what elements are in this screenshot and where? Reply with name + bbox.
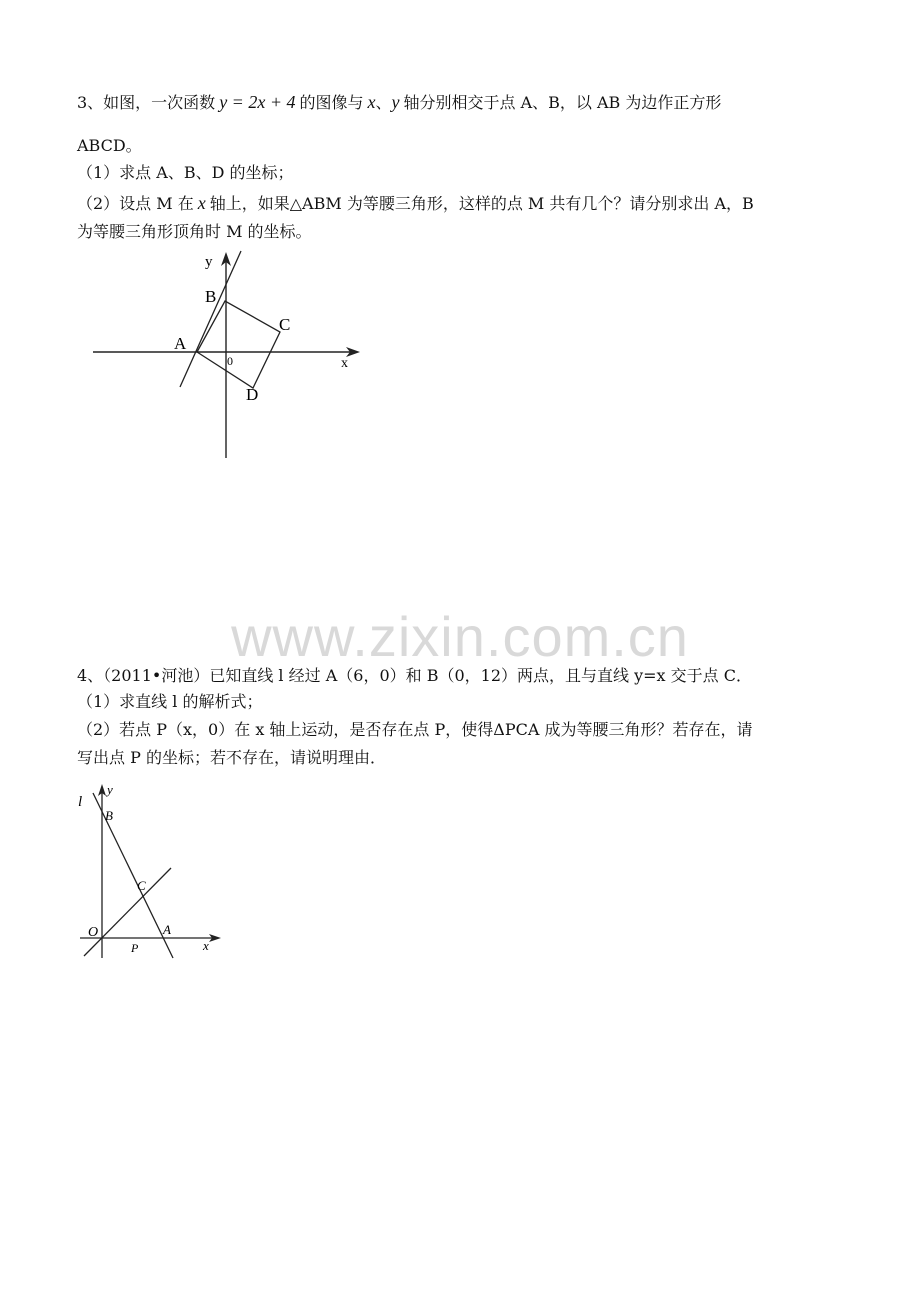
problem3-line1	[77, 92, 721, 113]
problem3-q2-start: （2）设点 M 在	[77, 194, 194, 213]
problem3-equation: y = 2x + 4	[219, 92, 296, 112]
fig4-point-c: C	[137, 878, 146, 893]
fig4-line-y-eq-x	[84, 868, 171, 956]
fig3-point-d: D	[246, 385, 259, 404]
fig3-x-label: x	[341, 356, 348, 371]
fig3-point-a: A	[174, 334, 187, 353]
problem3-q2-var: x	[197, 193, 206, 213]
problem4-question2-line1: （2）若点 P（x，0）在 x 轴上运动，是否存在点 P，使得ΔPCA 成为等腰三角形？若存在，请	[77, 720, 753, 739]
problem4-line1: 4、（2011•河池）已知直线 l 经过 A（6，0）和 B（0，12）两点，且与直线 y=x 交于点 C．	[77, 666, 752, 685]
problem3-line1-end: 轴分别相交于点 A、B，以 AB 为边作正方形	[403, 93, 722, 112]
problem3-question1: （1）求点 A、B、D 的坐标；	[77, 163, 294, 182]
problem3-figure	[88, 248, 388, 463]
problem3-line1-start: 3、如图，一次函数	[77, 93, 216, 112]
problem3-line2: ABCD。	[77, 136, 142, 155]
watermark: www.zixin.com.cn	[231, 605, 689, 668]
problem3-sep: 、	[375, 93, 392, 112]
fig4-line-label: l	[78, 794, 83, 810]
fig4-point-b: B	[105, 808, 113, 823]
fig3-point-c: C	[279, 315, 291, 334]
problem3-var-x: x	[367, 92, 376, 112]
problem3-var-y: y	[391, 92, 400, 112]
problem4-question1: （1）求直线 l 的解析式；	[77, 692, 263, 711]
fig3-origin-label: 0	[227, 354, 233, 368]
fig4-point-p: P	[131, 941, 139, 955]
problem3-q2-end: 轴上，如果△ABM 为等腰三角形，这样的点 M 共有几个？请分别求出 A，B	[209, 194, 754, 213]
fig3-point-b: B	[205, 287, 217, 306]
fig4-y-label: y	[107, 782, 113, 797]
fig4-origin-label: O	[88, 925, 99, 940]
problem4-question2-line2: 写出点 P 的坐标；若不存在，请说明理由．	[77, 748, 386, 767]
fig3-square	[197, 301, 280, 388]
problem3-question2-line2: 为等腰三角形顶角时 M 的坐标。	[77, 222, 312, 241]
fig4-x-label: x	[203, 938, 209, 953]
problem3-line1-mid: 的图像与	[299, 93, 364, 112]
fig4-point-a: A	[163, 922, 171, 937]
problem3-question2	[77, 193, 754, 214]
fig3-y-label: y	[205, 254, 213, 270]
problem4-figure	[75, 778, 235, 968]
